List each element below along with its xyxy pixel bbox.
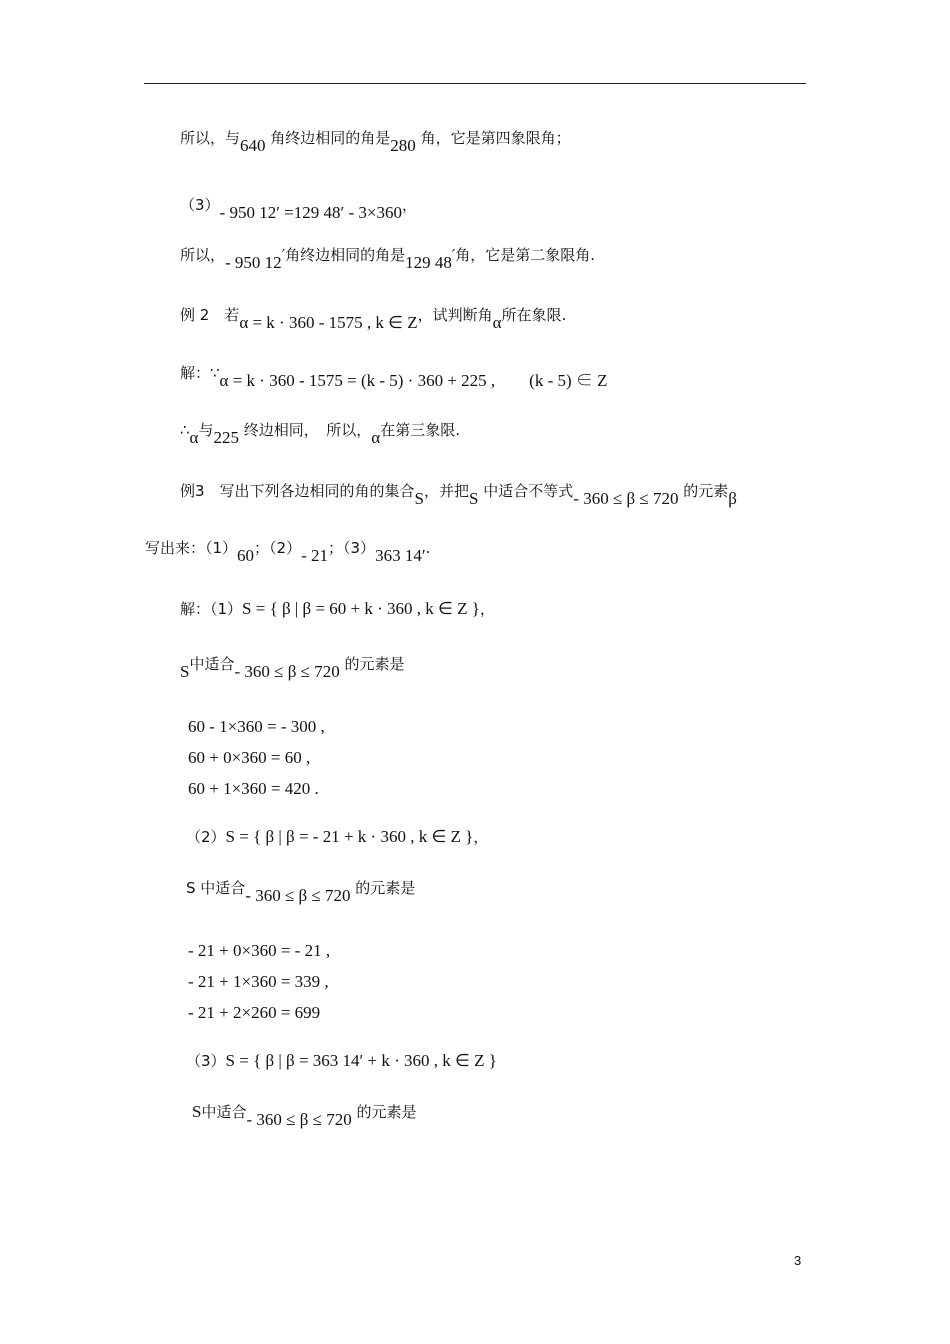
text-segment: （3） xyxy=(186,1052,226,1070)
math-expression: 363 14′ xyxy=(375,546,426,565)
text-segment: 的元素 xyxy=(678,482,729,500)
math-expression: 225 xyxy=(213,428,239,447)
text-segment: 终边相同， 所以， xyxy=(238,421,372,439)
text-line xyxy=(180,481,737,508)
text-line xyxy=(180,305,567,332)
text-segment: ；（3） xyxy=(328,539,376,557)
text-segment: 写出来：（1） xyxy=(145,539,238,557)
text-segment: ，并把 xyxy=(424,482,470,500)
text-segment: ′角，它是第二象限角. xyxy=(451,246,596,264)
math-expression: α xyxy=(371,428,381,447)
math-expression: 640 xyxy=(240,136,266,155)
math-expression: 60 - 1×360 = - 300 , xyxy=(188,717,325,736)
text-segment: 中适合 xyxy=(189,655,235,673)
text-line xyxy=(186,827,488,847)
text-line xyxy=(180,195,417,222)
text-segment: ∴ xyxy=(180,421,190,439)
text-line xyxy=(188,1003,320,1023)
text-line xyxy=(180,245,596,272)
math-expression: - 21 xyxy=(301,546,329,565)
math-expression: S xyxy=(180,662,190,681)
text-line xyxy=(180,654,405,681)
math-expression: - 950 12 xyxy=(225,253,282,272)
text-segment: ；（2） xyxy=(254,539,302,557)
math-expression: S = { β | β = - 21 + k · 360 , k ∈ Z } xyxy=(225,827,474,846)
math-expression: - 950 12′ =129 48′ - 3×360 xyxy=(219,203,402,222)
math-expression: - 360 ≤ β ≤ 720 xyxy=(573,489,679,508)
math-expression: 60 xyxy=(237,546,255,565)
text-segment: （2） xyxy=(186,828,226,846)
text-segment: 解：∵ xyxy=(180,364,220,382)
text-line xyxy=(180,363,608,390)
math-expression: S = { β | β = 60 + k · 360 , k ∈ Z } xyxy=(242,599,480,618)
text-segment: 在第三象限. xyxy=(380,421,460,439)
math-expression: α = k · 360 - 1575 , k ∈ Z xyxy=(239,313,418,332)
math-expression: α = k · 360 - 1575 = (k - 5) · 360 + 225 , (k - 5) ∈ Z xyxy=(219,371,608,390)
math-expression: 129 48 xyxy=(405,253,452,272)
text-line xyxy=(188,748,310,768)
page-number: 3 xyxy=(794,1253,802,1268)
text-segment: S 中适合 xyxy=(186,879,246,897)
math-expression: - 21 + 2×260 = 699 xyxy=(188,1003,321,1022)
text-segment: 与 xyxy=(198,421,214,439)
math-expression: α xyxy=(189,428,199,447)
text-segment: 所以， xyxy=(180,246,226,264)
math-expression: S xyxy=(414,489,425,508)
text-segment: 解：（1） xyxy=(180,600,243,618)
text-segment: ， xyxy=(479,600,495,618)
text-segment: . xyxy=(425,539,431,557)
text-line xyxy=(192,1102,417,1129)
math-expression: α xyxy=(492,313,502,332)
text-segment: ，试判断角 xyxy=(417,306,493,324)
text-segment: 例3 写出下列各边相同的角的集合 xyxy=(180,482,415,500)
text-segment: ， xyxy=(401,196,417,214)
text-line xyxy=(145,538,431,565)
math-expression: - 360 ≤ β ≤ 720 xyxy=(245,886,351,905)
text-segment: 中适合不等式 xyxy=(478,482,574,500)
math-expression: - 360 ≤ β ≤ 720 xyxy=(246,1110,352,1129)
text-line xyxy=(180,599,495,619)
math-expression: S = { β | β = 363 14′ + k · 360 , k ∈ Z } xyxy=(225,1051,497,1070)
text-segment: 所在象限. xyxy=(501,306,567,324)
text-segment: 所以，与 xyxy=(180,129,241,147)
text-line xyxy=(188,972,329,992)
text-line xyxy=(180,128,571,155)
text-segment: 的元素是 xyxy=(339,655,405,673)
text-line xyxy=(188,779,319,799)
math-expression: 60 + 1×360 = 420 . xyxy=(188,779,319,798)
text-line xyxy=(186,1051,497,1071)
text-segment: 角终边相同的角是 xyxy=(265,129,391,147)
text-segment: 的元素是 xyxy=(351,1103,417,1121)
math-expression: β xyxy=(728,489,737,508)
text-segment: 中适合 xyxy=(201,1103,247,1121)
math-expression: - 360 ≤ β ≤ 720 xyxy=(234,662,340,681)
math-expression: - 21 + 1×360 = 339 , xyxy=(188,972,329,991)
text-line xyxy=(180,420,460,447)
math-expression: 280 xyxy=(390,136,416,155)
math-expression: - 21 + 0×360 = - 21 , xyxy=(188,941,331,960)
text-segment: （3） xyxy=(180,196,220,214)
text-segment: 例 2 若 xyxy=(180,306,240,324)
math-expression: S xyxy=(192,1102,202,1121)
text-line xyxy=(188,941,330,961)
text-line xyxy=(186,878,416,905)
text-segment: ′角终边相同的角是 xyxy=(281,246,406,264)
text-segment: 的元素是 xyxy=(350,879,416,897)
header-rule xyxy=(144,83,806,84)
math-expression: S xyxy=(469,489,479,508)
text-line xyxy=(188,717,325,737)
math-expression: 60 + 0×360 = 60 , xyxy=(188,748,311,767)
text-segment: 角，它是第四象限角； xyxy=(415,129,571,147)
text-segment: ， xyxy=(473,828,489,846)
